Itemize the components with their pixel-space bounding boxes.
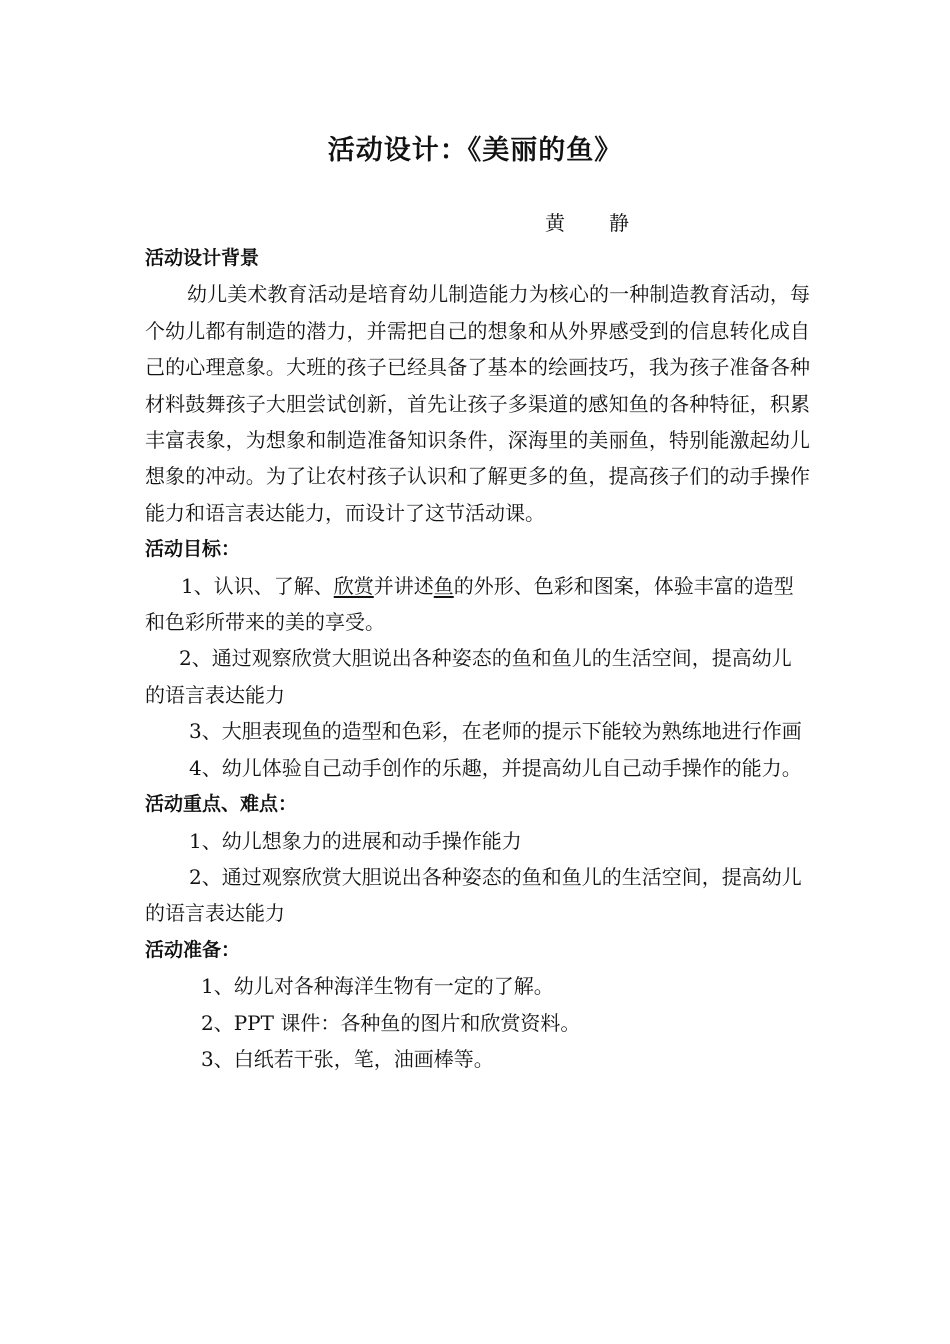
key-point-item-2: 2、通过观察欣赏大胆说出各种姿态的鱼和鱼儿的生活空间，提高幼儿的语言表达能力 xyxy=(145,864,802,926)
background-paragraph: 幼儿美术教育活动是培育幼儿制造能力为核心的一种制造教育活动，每个幼儿都有制造的潜力，并需把自己的想象和从外界感受到的信息转化成自己的心理意象。大班的孩子已经具备了基本的绘画技巧，我为孩子准备各种材料鼓舞孩子大胆尝试创新，首先让孩子多渠道的感知鱼的各种特征，积累丰富表象，为想象和制造准备知识条件，深海里的美丽鱼，特别能激起幼儿想象的冲动。为了让农村孩子认识和了解更多的鱼，提高孩子们的动手操作能力和语言表达能力，而设计了这节活动课。 xyxy=(145,282,810,525)
goal-item-2: 2、通过观察欣赏大胆说出各种姿态的鱼和鱼儿的生活空间，提高幼儿的语言表达能力 xyxy=(145,646,792,707)
document-body xyxy=(145,240,810,1077)
author-name-first: 黄 xyxy=(545,211,565,235)
section-preparation xyxy=(145,932,810,1078)
preparation-item-1: 1、幼儿对各种海洋生物有一定的了解。 xyxy=(201,974,554,999)
preparation-item-3: 3、白纸若干张，笔，油画棒等。 xyxy=(201,1046,494,1071)
goal-item-3: 3、大胆表现鱼的造型和色彩，在老师的提示下能较为熟练地进行作画 xyxy=(189,719,802,744)
goal-item-1-text-a: 1、认识、了解、 xyxy=(181,573,334,598)
document-title: 活动设计：《美丽的鱼》 xyxy=(327,135,623,166)
preparation-item-2: 2、PPT 课件：各种鱼的图片和欣赏资料。 xyxy=(201,1010,581,1035)
section-heading-key-points: 活动重点、难点： xyxy=(145,793,298,816)
section-background xyxy=(145,240,810,531)
goal-item-1-underlined-b: 鱼 xyxy=(433,573,454,598)
section-key-points xyxy=(145,786,810,932)
key-point-item-1: 1、幼儿想象力的进展和动手操作能力 xyxy=(189,828,522,853)
goal-item-1 xyxy=(145,568,810,641)
section-heading-preparation: 活动准备： xyxy=(145,938,241,961)
goal-item-1-text-b: 并讲述 xyxy=(373,573,434,598)
section-heading-goals: 活动目标： xyxy=(145,538,241,561)
goal-item-1-underlined-a: 欣赏 xyxy=(333,573,374,598)
goal-item-4: 4、幼儿体验自己动手创作的乐趣，并提高幼儿自己动手操作的能力。 xyxy=(189,755,802,780)
section-goals xyxy=(145,531,810,786)
author-name-second: 静 xyxy=(609,211,629,235)
goal-item-1-text-c: 的外形、色彩和图案，体验丰富的造型和色彩所带来的美的享受。 xyxy=(145,573,794,635)
section-heading-background: 活动设计背景 xyxy=(145,247,260,269)
author-name xyxy=(545,207,629,236)
